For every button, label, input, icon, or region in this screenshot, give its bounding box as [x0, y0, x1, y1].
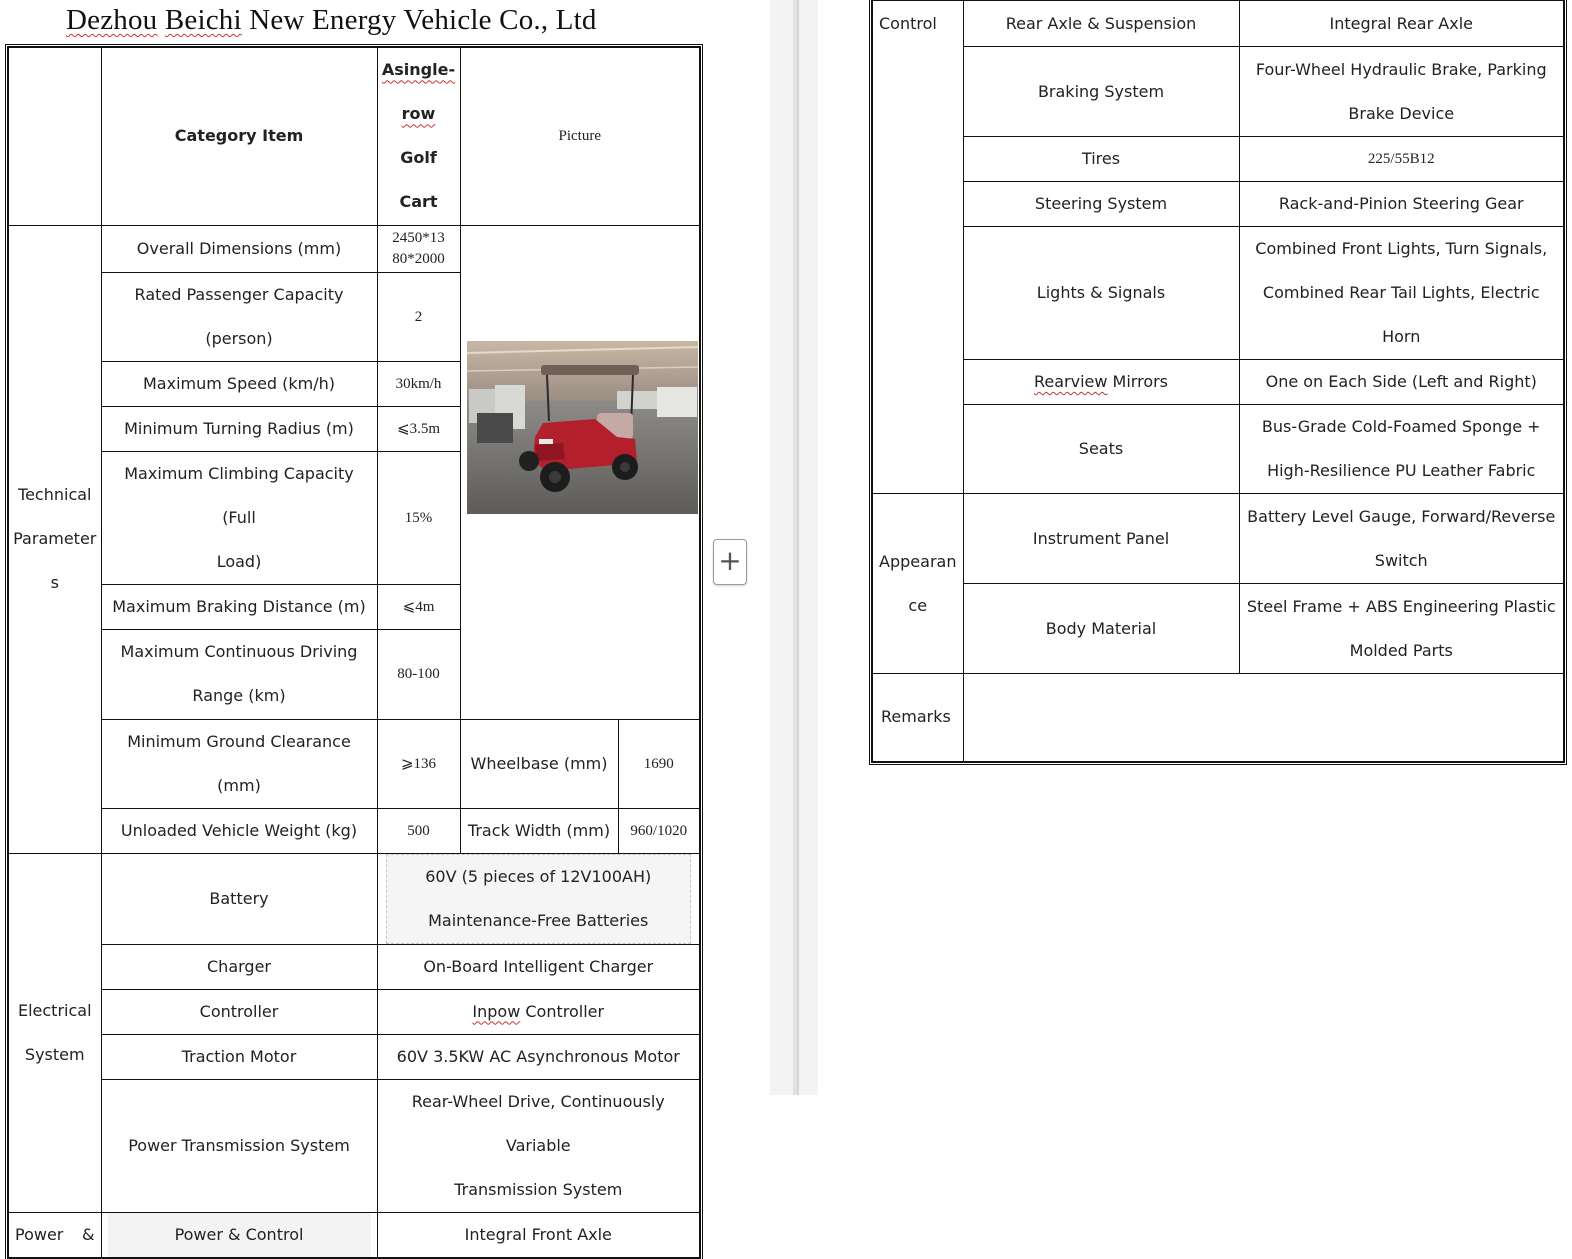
value-line: Battery Level Gauge, Forward/Reverse: [1247, 506, 1556, 526]
row-label[interactable]: [963, 360, 1239, 405]
row-value[interactable]: [1239, 227, 1564, 360]
power-control-label: Power & Control: [108, 1213, 371, 1257]
value-line: Four-Wheel Hydraulic Brake, Parking: [1255, 59, 1547, 79]
spec-table-right: [871, 0, 1565, 763]
table-row: [8, 944, 700, 989]
row-label[interactable]: [101, 1212, 377, 1258]
category-line: ce: [908, 595, 928, 615]
row-label[interactable]: Minimum Ground Clearance (mm): [101, 719, 377, 808]
row-label[interactable]: Charger: [101, 944, 377, 989]
category-power-control[interactable]: [8, 1212, 101, 1258]
value-line: Combined Front Lights, Turn Signals,: [1255, 239, 1548, 258]
table-row: [872, 137, 1564, 182]
table-row: [8, 853, 700, 944]
category-line: Electrical: [17, 1000, 92, 1020]
header-model-name[interactable]: [377, 47, 460, 225]
row-label[interactable]: [101, 629, 377, 719]
row-value[interactable]: 80-100: [377, 629, 460, 719]
category-technical-parameters[interactable]: [8, 225, 101, 853]
category-line: System: [24, 1044, 85, 1064]
category-line: Appearan: [879, 551, 957, 571]
row-label[interactable]: Maximum Speed (km/h): [101, 361, 377, 406]
row-label[interactable]: Steering System: [963, 182, 1239, 227]
table-row: [872, 47, 1564, 137]
category-word: &: [82, 1224, 95, 1244]
table-row: [872, 227, 1564, 360]
header-row: [8, 47, 700, 225]
row-value[interactable]: 60V 3.5KW AC Asynchronous Motor: [377, 1034, 700, 1079]
row-label[interactable]: Lights & Signals: [963, 227, 1239, 360]
battery-value-box: [386, 854, 692, 944]
brand-word-inpow: Inpow: [472, 1001, 521, 1021]
row-value[interactable]: [377, 989, 700, 1034]
category-word: Power: [15, 1224, 64, 1244]
row-label[interactable]: Seats: [963, 405, 1239, 494]
table-row: [8, 1212, 700, 1258]
value-line: High-Resilience PU Leather Fabric: [1267, 461, 1536, 480]
table-row: [8, 1079, 700, 1212]
model-line-3: Golf: [400, 148, 437, 168]
table-row: [872, 360, 1564, 405]
row-value[interactable]: Integral Rear Axle: [1239, 1, 1564, 47]
row-label[interactable]: Traction Motor: [101, 1034, 377, 1079]
row-extra-label[interactable]: Wheelbase (mm): [460, 719, 618, 808]
value-line: Molded Parts: [1349, 640, 1453, 660]
value-line: Brake Device: [1348, 103, 1455, 123]
row-label[interactable]: Unloaded Vehicle Weight (kg): [101, 808, 377, 853]
value-rest: Controller: [520, 1001, 605, 1021]
value-line: 80*2000: [392, 250, 445, 267]
row-value[interactable]: Integral Front Axle: [377, 1212, 700, 1258]
golf-cart-photo[interactable]: [467, 341, 698, 514]
row-label[interactable]: Battery: [101, 853, 377, 944]
row-label[interactable]: Rear Axle & Suspension: [963, 1, 1239, 47]
row-label[interactable]: Instrument Panel: [963, 494, 1239, 584]
row-value[interactable]: 30km/h: [377, 361, 460, 406]
row-value[interactable]: [377, 853, 700, 944]
row-value[interactable]: ⩽4m: [377, 584, 460, 629]
header-category-item[interactable]: Category Item: [101, 47, 377, 225]
value-line: 60V (5 pieces of 12V100AH): [425, 866, 652, 886]
label-word-rearview: Rearview: [1033, 372, 1108, 391]
row-label[interactable]: Braking System: [963, 47, 1239, 137]
category-line: Parameter: [13, 529, 97, 548]
row-label[interactable]: Body Material: [963, 584, 1239, 674]
document-title: [66, 4, 597, 37]
table-row: [872, 584, 1564, 674]
row-value[interactable]: Rack-and-Pinion Steering Gear: [1239, 182, 1564, 227]
row-label[interactable]: Maximum Braking Distance (m): [101, 584, 377, 629]
row-value[interactable]: ⩾136: [377, 719, 460, 808]
table-row: [8, 1034, 700, 1079]
row-label[interactable]: Minimum Turning Radius (m): [101, 406, 377, 451]
header-blank-cell[interactable]: [8, 47, 101, 225]
category-control[interactable]: Control: [872, 1, 963, 494]
spec-table-left: [7, 46, 701, 1259]
row-value[interactable]: [377, 225, 460, 272]
golf-cart-image: [467, 341, 698, 514]
value-line: Bus-Grade Cold-Foamed Sponge +: [1261, 417, 1541, 436]
table-row: [872, 494, 1564, 584]
title-word-dezhou: Dezhou: [66, 4, 158, 36]
value-line: Steel Frame + ABS Engineering Plastic: [1246, 596, 1556, 616]
table-row: [8, 989, 700, 1034]
table-row: [8, 225, 700, 272]
row-label[interactable]: Power Transmission System: [101, 1079, 377, 1212]
title-word-rest: New Energy Vehicle Co., Ltd: [249, 4, 597, 36]
document-page-left: [0, 0, 770, 1244]
value-line: 2450*13: [392, 229, 445, 246]
category-electrical-system[interactable]: [8, 853, 101, 1212]
table-row: [872, 1, 1564, 47]
row-value[interactable]: [377, 1079, 700, 1212]
row-value[interactable]: [1239, 494, 1564, 584]
row-value[interactable]: One on Each Side (Left and Right): [1239, 360, 1564, 405]
label-line: Range (km): [192, 686, 286, 705]
model-line-1: Asingle-: [381, 60, 456, 80]
add-row-button[interactable]: [713, 539, 747, 585]
row-label[interactable]: [101, 451, 377, 584]
plus-icon: +: [718, 544, 742, 577]
category-line: Technical: [18, 485, 92, 504]
row-value[interactable]: 225/55B12: [1239, 137, 1564, 182]
row-label[interactable]: Controller: [101, 989, 377, 1034]
value-line: Switch: [1374, 550, 1428, 570]
value-line: Maintenance-Free Batteries: [428, 910, 649, 930]
label-rest: Mirrors: [1107, 372, 1169, 391]
header-picture[interactable]: Picture: [460, 47, 700, 225]
title-word-beichi: Beichi: [164, 4, 242, 36]
category-line: s: [50, 573, 59, 592]
row-label[interactable]: Rated Passenger Capacity (person): [101, 272, 377, 361]
row-value[interactable]: [1239, 584, 1564, 674]
table-row: [8, 808, 700, 853]
row-label[interactable]: Overall Dimensions (mm): [101, 225, 377, 272]
row-value[interactable]: On-Board Intelligent Charger: [377, 944, 700, 989]
remarks-label[interactable]: Remarks: [872, 674, 963, 762]
row-value[interactable]: ⩽3.5m: [377, 406, 460, 451]
row-extra-label[interactable]: Track Width (mm): [460, 808, 618, 853]
table-row: [872, 405, 1564, 494]
remarks-value[interactable]: [963, 674, 1564, 762]
table-row: [872, 182, 1564, 227]
row-value[interactable]: [1239, 47, 1564, 137]
value-line: Transmission System: [454, 1179, 623, 1199]
row-value[interactable]: 2: [377, 272, 460, 361]
label-line: Load): [216, 551, 262, 571]
value-line: Combined Rear Tail Lights, Electric Horn: [1262, 283, 1540, 346]
row-value[interactable]: 500: [377, 808, 460, 853]
value-line: Rear-Wheel Drive, Continuously Variable: [411, 1091, 665, 1155]
row-value[interactable]: [1239, 405, 1564, 494]
table-row: [872, 674, 1564, 762]
label-line: Maximum Continuous Driving: [120, 642, 358, 661]
page-gutter: [770, 0, 818, 1095]
table-row: [8, 719, 700, 808]
category-appearance[interactable]: [872, 494, 963, 674]
label-line: Maximum Climbing Capacity (Full: [124, 463, 354, 527]
row-extra-value[interactable]: 1690: [618, 719, 700, 808]
row-label[interactable]: Tires: [963, 137, 1239, 182]
row-extra-value[interactable]: 960/1020: [618, 808, 700, 853]
row-value[interactable]: 15%: [377, 451, 460, 584]
model-line-2: row: [401, 104, 436, 124]
page-edge-line: [797, 0, 799, 1095]
model-line-4: Cart: [399, 192, 438, 212]
